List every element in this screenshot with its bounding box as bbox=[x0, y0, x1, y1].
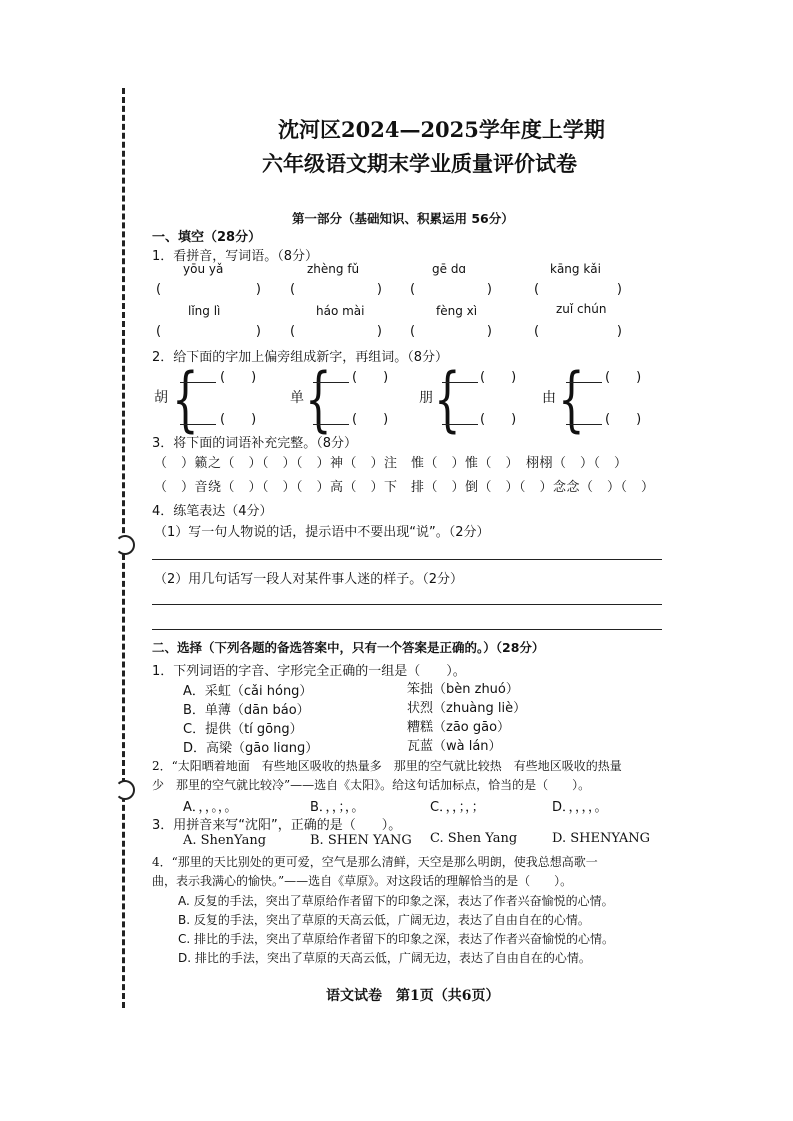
mc-option[interactable]: D．高梁（gāo liɑnɡ） bbox=[183, 741, 319, 756]
answer-blank[interactable]: ( ) bbox=[290, 282, 382, 297]
char-blank[interactable] bbox=[313, 424, 349, 425]
mc-option[interactable]: B．单薄（dān báo） bbox=[183, 703, 310, 718]
mc-option[interactable]: D. SHENYANG bbox=[552, 831, 651, 846]
base-char: 由 bbox=[542, 390, 556, 406]
answer-blank[interactable]: ( ) bbox=[410, 324, 492, 339]
base-char: 单 bbox=[290, 390, 304, 406]
q4-prompt: 4．练笔表达（4分） bbox=[152, 504, 273, 519]
word-blank[interactable]: ( ) bbox=[480, 412, 517, 427]
idiom-row[interactable]: （ ）籁之（ ）（ ）（ ）神（ ）注 惟（ ）惟（ ） 栩栩（ ）（ ） bbox=[154, 456, 628, 471]
q4-sub1: （1）写一句人物说的话，提示语中不要出现“说”。（2分） bbox=[154, 525, 490, 540]
char-blank[interactable] bbox=[566, 424, 602, 425]
brace-icon: { bbox=[172, 358, 199, 440]
mc-q4-prompt-line2: 曲，表示我满心的愉快。”——选自《草原》。对这段话的理解恰当的是（ ）。 bbox=[152, 874, 573, 888]
char-blank[interactable] bbox=[566, 382, 602, 383]
word-blank[interactable]: ( ) bbox=[220, 370, 257, 385]
word-blank[interactable]: ( ) bbox=[352, 370, 389, 385]
writing-line[interactable] bbox=[152, 559, 662, 560]
pinyin: kāng kǎi bbox=[550, 262, 601, 276]
mc-option[interactable]: C．，，；，； bbox=[430, 800, 485, 815]
exam-title-line1: 沈河区2024—2025学年度上学期 bbox=[278, 117, 605, 142]
section2-heading: 二、选择（下列各题的备选答案中，只有一个答案是正确的。）（28分） bbox=[152, 640, 545, 655]
mc-option[interactable]: C. Shen Yang bbox=[430, 831, 518, 846]
part-title: 第一部分（基础知识、积累运用 56分） bbox=[292, 211, 514, 226]
mc-option: 笨拙（bèn zhuó） bbox=[407, 682, 519, 697]
answer-blank[interactable]: ( ) bbox=[534, 324, 622, 339]
mc-option[interactable]: B. 反复的手法，突出了草原的天高云低，广阔无边，表达了自由自在的心情。 bbox=[178, 913, 590, 927]
answer-blank[interactable]: ( ) bbox=[410, 282, 492, 297]
binding-hole-icon bbox=[115, 780, 135, 800]
answer-blank[interactable]: ( ) bbox=[156, 324, 261, 339]
mc-q3-prompt: 3．用拼音来写“沈阳”，正确的是（ ）。 bbox=[152, 818, 402, 833]
q4-sub2: （2）用几句话写一段人对某件事人迷的样子。（2分） bbox=[154, 572, 464, 587]
brace-icon: { bbox=[305, 358, 332, 440]
word-blank[interactable]: ( ) bbox=[352, 412, 389, 427]
mc-option[interactable]: B．，，；，。 bbox=[310, 800, 365, 815]
base-char: 朋 bbox=[419, 390, 433, 406]
pinyin: zuǐ chún bbox=[556, 302, 607, 316]
mc-option[interactable]: A. 反复的手法，突出了草原给作者留下的印象之深，表达了作者兴奋愉悦的心情。 bbox=[178, 894, 614, 908]
base-char: 胡 bbox=[154, 390, 168, 406]
char-blank[interactable] bbox=[442, 382, 478, 383]
mc-option[interactable]: A．，，。，。 bbox=[183, 800, 238, 815]
mc-q2-prompt-line1: 2．“太阳晒着地面 有些地区吸收的热量多 那里的空气就比较热 有些地区吸收的热量 bbox=[152, 759, 622, 773]
char-blank[interactable] bbox=[180, 424, 216, 425]
exam-title-line2: 六年级语文期末学业质量评价试卷 bbox=[262, 151, 577, 176]
mc-option[interactable]: D. 排比的手法，突出了草原的天高云低，广阔无边，表达了自由自在的心情。 bbox=[178, 951, 591, 965]
word-blank[interactable]: ( ) bbox=[605, 412, 642, 427]
mc-option[interactable]: C. 排比的手法，突出了草原给作者留下的印象之深，表达了作者兴奋愉悦的心情。 bbox=[178, 932, 615, 946]
char-blank[interactable] bbox=[313, 382, 349, 383]
brace-icon: { bbox=[434, 358, 461, 440]
q1-prompt: 1．看拼音，写词语。（8分） bbox=[152, 249, 319, 264]
brace-icon: { bbox=[558, 358, 585, 440]
mc-q4-prompt-line1: 4．“那里的天比别处的更可爱，空气是那么清鲜，天空是那么明朗，使我总想高歌一 bbox=[152, 855, 598, 869]
mc-option[interactable]: D．，，，，。 bbox=[552, 800, 608, 815]
answer-blank[interactable]: ( ) bbox=[534, 282, 622, 297]
pinyin: fèng xì bbox=[436, 304, 478, 318]
answer-blank[interactable]: ( ) bbox=[156, 282, 261, 297]
mc-q2-prompt-line2: 少 那里的空气就比较冷”——选自《太阳》。给这句话加标点，恰当的是（ ）。 bbox=[152, 778, 591, 792]
pinyin: lǐng lì bbox=[188, 304, 221, 318]
mc-q1-prompt: 1．下列词语的字音、字形完全正确的一组是（ ）。 bbox=[152, 664, 466, 679]
word-blank[interactable]: ( ) bbox=[605, 370, 642, 385]
writing-line[interactable] bbox=[152, 604, 662, 605]
mc-option: 糟糕（zāo gāo） bbox=[407, 720, 511, 735]
pinyin: gē dɑ bbox=[432, 262, 467, 276]
q3-prompt: 3．将下面的词语补充完整。（8分） bbox=[152, 436, 358, 451]
binding-hole-icon bbox=[115, 535, 135, 555]
page-footer: 语文试卷 第1页（共6页） bbox=[326, 988, 500, 1004]
pinyin: zhèng fǔ bbox=[307, 262, 360, 276]
char-blank[interactable] bbox=[442, 424, 478, 425]
q2-prompt: 2．给下面的字加上偏旁组成新字，再组词。（8分） bbox=[152, 350, 449, 365]
idiom-row[interactable]: （ ）音绕（ ）（ ）（ ）高（ ）下 排（ ）倒（ ）（ ）念念（ ）（ ） bbox=[154, 480, 655, 495]
mc-option[interactable]: A. ShenYang bbox=[183, 833, 267, 848]
word-blank[interactable]: ( ) bbox=[480, 370, 517, 385]
mc-option: 瓦蓝（wà lán） bbox=[407, 739, 502, 754]
pinyin: yōu yǎ bbox=[183, 262, 224, 276]
mc-option[interactable]: B. SHEN YANG bbox=[310, 833, 412, 848]
word-blank[interactable]: ( ) bbox=[220, 412, 257, 427]
char-blank[interactable] bbox=[180, 382, 216, 383]
mc-option: 状烈（zhuàng liè） bbox=[407, 701, 527, 716]
answer-blank[interactable]: ( ) bbox=[290, 324, 382, 339]
section1-heading: 一、填空（28分） bbox=[152, 230, 262, 245]
writing-line[interactable] bbox=[152, 629, 662, 630]
mc-option[interactable]: A．采虹（cǎi hóng） bbox=[183, 684, 313, 699]
pinyin: háo mài bbox=[316, 304, 365, 318]
mc-option[interactable]: C．提供（tí gōng） bbox=[183, 722, 303, 737]
